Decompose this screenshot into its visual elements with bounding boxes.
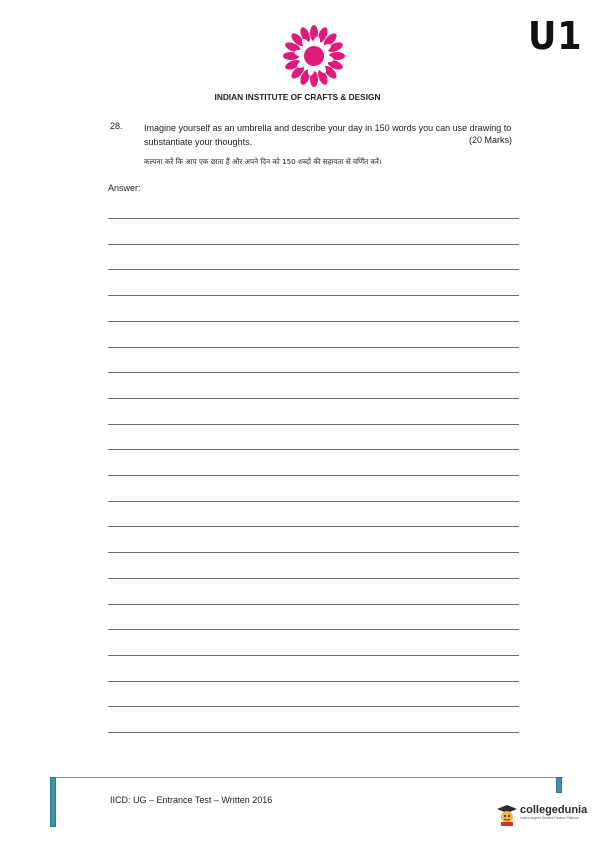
question-number: 28.: [110, 121, 123, 131]
answer-line[interactable]: [108, 604, 519, 605]
answer-line[interactable]: [108, 269, 519, 270]
footer-text: IICD: UG – Entrance Test – Written 2016: [110, 795, 273, 805]
footer-rule: [52, 777, 563, 778]
question-text: Imagine yourself as an umbrella and describe your day in 150 words you can use drawing to substantiate your thoughts.: [144, 123, 512, 147]
answer-line[interactable]: [108, 424, 519, 425]
brand-name: collegedunia: [520, 804, 588, 816]
answer-line[interactable]: [108, 706, 519, 707]
answer-line[interactable]: [108, 526, 519, 527]
footer-bar-left: [50, 777, 56, 827]
answer-line[interactable]: [108, 372, 519, 373]
answer-line[interactable]: [108, 732, 519, 733]
answer-line[interactable]: [108, 681, 519, 682]
answer-line[interactable]: [108, 449, 519, 450]
collegedunia-logo: [496, 804, 587, 826]
question-hindi-text: कल्पना करें कि आप एक छाता हैं और अपने दिन को 150 शब्दों की सहायता से वर्णित करें।: [144, 157, 382, 166]
answer-line[interactable]: [108, 244, 519, 245]
answer-line[interactable]: [108, 501, 519, 502]
footer-bar-right: [556, 777, 562, 793]
answer-line[interactable]: [108, 629, 519, 630]
answer-line[interactable]: [108, 321, 519, 322]
answer-line[interactable]: [108, 475, 519, 476]
brand-tagline: India's largest Student Review Platform: [520, 816, 580, 820]
lotus-flower-icon: [282, 24, 346, 88]
answer-line[interactable]: [108, 552, 519, 553]
answer-line[interactable]: [108, 578, 519, 579]
answer-line[interactable]: [108, 295, 519, 296]
graduate-mascot-icon: [496, 804, 518, 826]
question-marks: (20 Marks): [469, 135, 513, 145]
answer-line[interactable]: [108, 655, 519, 656]
answer-line[interactable]: [108, 347, 519, 348]
paper-code: U1: [528, 14, 583, 58]
institute-name: INDIAN INSTITUTE OF CRAFTS & DESIGN: [214, 92, 381, 102]
answer-label: Answer:: [108, 183, 141, 193]
answer-line[interactable]: [108, 218, 519, 219]
answer-line[interactable]: [108, 398, 519, 399]
